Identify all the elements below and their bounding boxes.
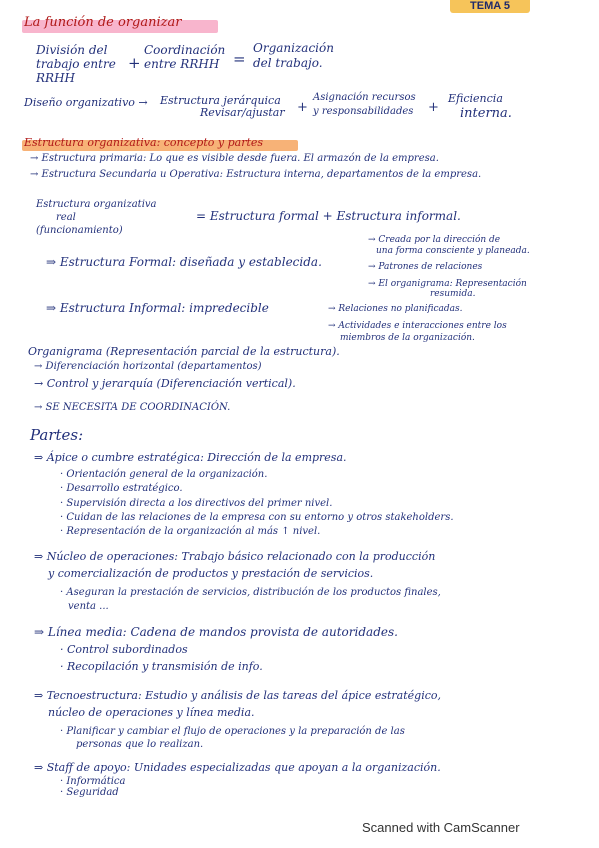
formal-branch2: → Patrones de relaciones bbox=[368, 262, 483, 272]
nucleo-line2: y comercialización de productos y prestación de servicios. bbox=[48, 567, 374, 580]
nucleo-item-line1: · Aseguran la prestación de servicios, distribución de los productos finales, bbox=[60, 587, 441, 598]
eq1-b1: Coordinación bbox=[144, 43, 226, 57]
eq2-b2: Revisar/ajustar bbox=[200, 106, 285, 119]
eq1-c1: Organización bbox=[253, 41, 334, 55]
eq2-c1: Asignación recursos bbox=[313, 92, 416, 103]
apice-item: · Cuidan de las relaciones de la empresa con su entorno y otros stakeholders. bbox=[60, 512, 454, 523]
linea-item: · Recopilación y transmisión de info. bbox=[60, 660, 263, 673]
informal-branch2a: → Actividades e interacciones entre los bbox=[328, 321, 507, 331]
eq2-c2: y responsabilidades bbox=[313, 106, 414, 117]
eq1-a1: División del bbox=[36, 43, 108, 57]
nucleo-line1: ⇒ Núcleo de operaciones: Trabajo básico relacionado con la producción bbox=[34, 550, 436, 563]
tema-badge: TEMA 5 bbox=[450, 0, 530, 13]
linea-item: · Control subordinados bbox=[60, 643, 188, 656]
organigrama-b2: → Control y jerarquía (Diferenciación vertical). bbox=[34, 377, 296, 390]
eq1-c2: del trabajo. bbox=[253, 56, 323, 70]
eq2-d1: Eficiencia bbox=[448, 92, 503, 105]
eq1-b2: entre RRHH bbox=[144, 57, 220, 71]
partes-heading: Partes: bbox=[30, 426, 84, 444]
real-equation: = Estructura formal + Estructura informal. bbox=[196, 209, 461, 223]
apice-item: · Representación de la organización al más ↑ nivel. bbox=[60, 526, 321, 537]
apice-item: · Desarrollo estratégico. bbox=[60, 483, 183, 494]
apice-item: · Orientación general de la organización. bbox=[60, 469, 268, 480]
nucleo-item-line2: venta ... bbox=[68, 601, 109, 612]
eq2-a: Diseño organizativo → bbox=[24, 96, 148, 109]
eq2-b1: Estructura jerárquica bbox=[160, 94, 281, 107]
section1-heading: Estructura organizativa: concepto y partes bbox=[24, 136, 264, 149]
organigrama-b1: → Diferenciación horizontal (departamentos) bbox=[34, 361, 262, 372]
eq2-plus2: + bbox=[428, 100, 439, 115]
real-line1: Estructura organizativa bbox=[36, 199, 157, 210]
formal-branch3a: → El organigrama: Representación bbox=[368, 279, 527, 289]
real-line2: real bbox=[56, 212, 76, 223]
staff-item: · Informática bbox=[60, 776, 126, 787]
tecno-item-line2: personas que lo realizan. bbox=[76, 739, 204, 750]
linea-media-line: ⇒ Línea media: Cadena de mandos provista de autoridades. bbox=[34, 625, 398, 639]
eq1-a2: trabajo entre bbox=[36, 57, 116, 71]
tecno-line1: ⇒ Tecnoestructura: Estudio y análisis de las tareas del ápice estratégico, bbox=[34, 689, 442, 702]
staff-item: · Seguridad bbox=[60, 787, 119, 798]
camscanner-footer: Scanned with CamScanner bbox=[362, 820, 520, 835]
staff-line: ⇒ Staff de apoyo: Unidades especializadas que apoyan a la organización. bbox=[34, 761, 441, 774]
estructura-secundaria: → Estructura Secundaria u Operativa: Estructura interna, departamentos de la empresa. bbox=[30, 169, 482, 180]
informal-branch1: → Relaciones no planificadas. bbox=[328, 304, 463, 314]
eq2-d2: interna. bbox=[460, 106, 512, 121]
estructura-primaria: → Estructura primaria: Lo que es visible desde fuera. El armazón de la empresa. bbox=[30, 153, 439, 164]
organigrama-line: Organigrama (Representación parcial de la estructura). bbox=[28, 345, 340, 358]
formal-branch1b: una forma consciente y planeada. bbox=[376, 246, 530, 256]
formal-main: ⇒ Estructura Formal: diseñada y establecida. bbox=[46, 255, 322, 269]
apice-line: ⇒ Ápice o cumbre estratégica: Dirección de la empresa. bbox=[34, 451, 347, 464]
tecno-line2: núcleo de operaciones y línea media. bbox=[48, 706, 255, 719]
real-line3: (funcionamiento) bbox=[36, 225, 123, 236]
eq2-plus1: + bbox=[297, 100, 308, 115]
informal-main: ⇒ Estructura Informal: impredecible bbox=[46, 301, 269, 315]
organigrama-b3: → SE NECESITA DE COORDINACIÓN. bbox=[34, 402, 231, 413]
informal-branch2b: miembros de la organización. bbox=[340, 333, 475, 343]
formal-branch3b: resumida. bbox=[430, 289, 476, 299]
eq1-plus: + bbox=[128, 54, 141, 72]
tecno-item-line1: · Planificar y cambiar el flujo de operaciones y la preparación de las bbox=[60, 726, 405, 737]
eq1-equals: = bbox=[233, 50, 246, 68]
apice-item: · Supervisión directa a los directivos del primer nivel. bbox=[60, 498, 333, 509]
eq1-a3: RRHH bbox=[36, 71, 75, 85]
formal-branch1a: → Creada por la dirección de bbox=[368, 235, 501, 245]
page-title: La función de organizar bbox=[24, 15, 182, 30]
